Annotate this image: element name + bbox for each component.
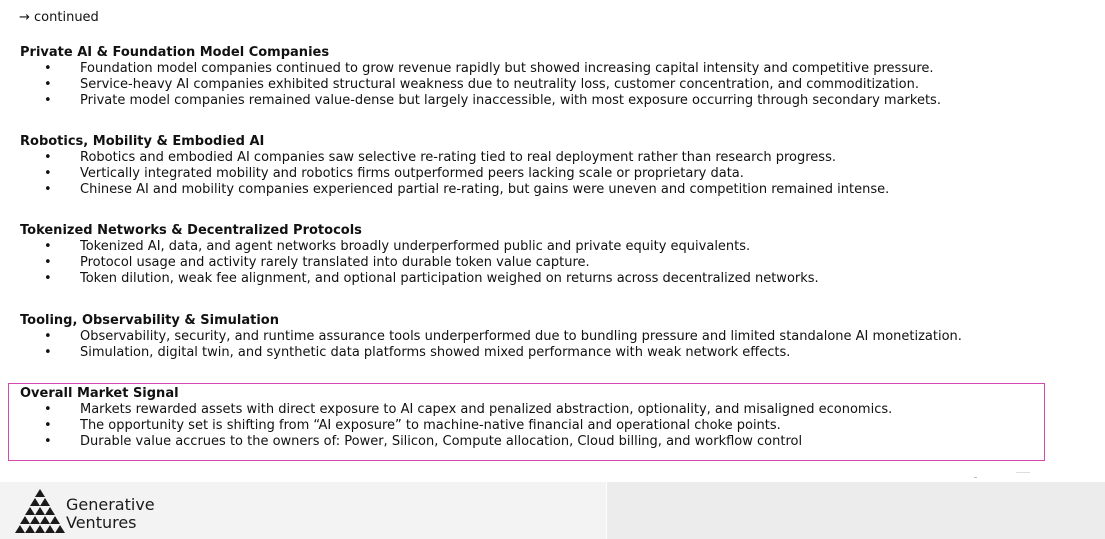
bullet-item: • Token dilution, weak fee alignment, and optional participation weighed on returns across decentralized networks. xyxy=(20,271,819,287)
bullet-item: • Simulation, digital twin, and synthetic data platforms showed mixed performance with weak network effects. xyxy=(20,345,962,361)
bullet-list xyxy=(20,61,941,109)
logo-wordmark xyxy=(66,496,155,532)
section-title: Tooling, Observability & Simulation xyxy=(20,313,279,328)
bullet-item: • Markets rewarded assets with direct exposure to AI capex and penalized abstraction, optionality, and misaligned economics. xyxy=(20,402,892,418)
bullet-item: • Chinese AI and mobility companies experienced partial re-rating, but gains were uneven and competition remained intense. xyxy=(20,182,889,198)
bullet-item: • Protocol usage and activity rarely translated into durable token value capture. xyxy=(20,255,819,271)
section-title: Robotics, Mobility & Embodied AI xyxy=(20,134,265,149)
bullet-item: • Robotics and embodied AI companies saw selective re-rating tied to real deployment rather than research progress. xyxy=(20,150,889,166)
footer-bar-right xyxy=(607,482,1105,539)
section-title: Overall Market Signal xyxy=(20,386,179,401)
bullet-item: • Durable value accrues to the owners of: Power, Silicon, Compute allocation, Cloud billing, and workflow control xyxy=(20,434,892,450)
bullet-list xyxy=(20,329,962,361)
logo-line-1: Generative xyxy=(66,495,155,514)
generative-ventures-logo-icon xyxy=(14,488,66,534)
section-robotics xyxy=(20,134,889,198)
bullet-list xyxy=(20,150,889,198)
bullet-item: • Tokenized AI, data, and agent networks broadly underperformed public and private equity equivalents. xyxy=(20,239,819,255)
section-title: Tokenized Networks & Decentralized Protocols xyxy=(20,223,362,238)
section-title: Private AI & Foundation Model Companies xyxy=(20,45,330,60)
scan-specks xyxy=(972,472,1032,482)
logo-line-2: Ventures xyxy=(66,513,137,532)
section-market-signal xyxy=(20,386,892,450)
bullet-item: • Observability, security, and runtime assurance tools underperformed due to bundling pressure and limited standalone AI monetization. xyxy=(20,329,962,345)
continued-label: → continued xyxy=(19,10,99,25)
bullet-item: • Private model companies remained value-dense but largely inaccessible, with most exposure occurring through secondary markets. xyxy=(20,93,941,109)
bullet-item: • The opportunity set is shifting from “AI exposure” to machine-native financial and operational choke points. xyxy=(20,418,892,434)
section-tokenized xyxy=(20,223,819,287)
bullet-item: • Foundation model companies continued to grow revenue rapidly but showed increasing capital intensity and competitive pressure. xyxy=(20,61,941,77)
section-tooling xyxy=(20,313,962,361)
bullet-item: • Service-heavy AI companies exhibited structural weakness due to neutrality loss, customer concentration, and commoditization. xyxy=(20,77,941,93)
section-private-ai xyxy=(20,45,941,109)
bullet-list xyxy=(20,402,892,450)
bullet-item: • Vertically integrated mobility and robotics firms outperformed peers lacking scale or proprietary data. xyxy=(20,166,889,182)
bullet-list xyxy=(20,239,819,287)
